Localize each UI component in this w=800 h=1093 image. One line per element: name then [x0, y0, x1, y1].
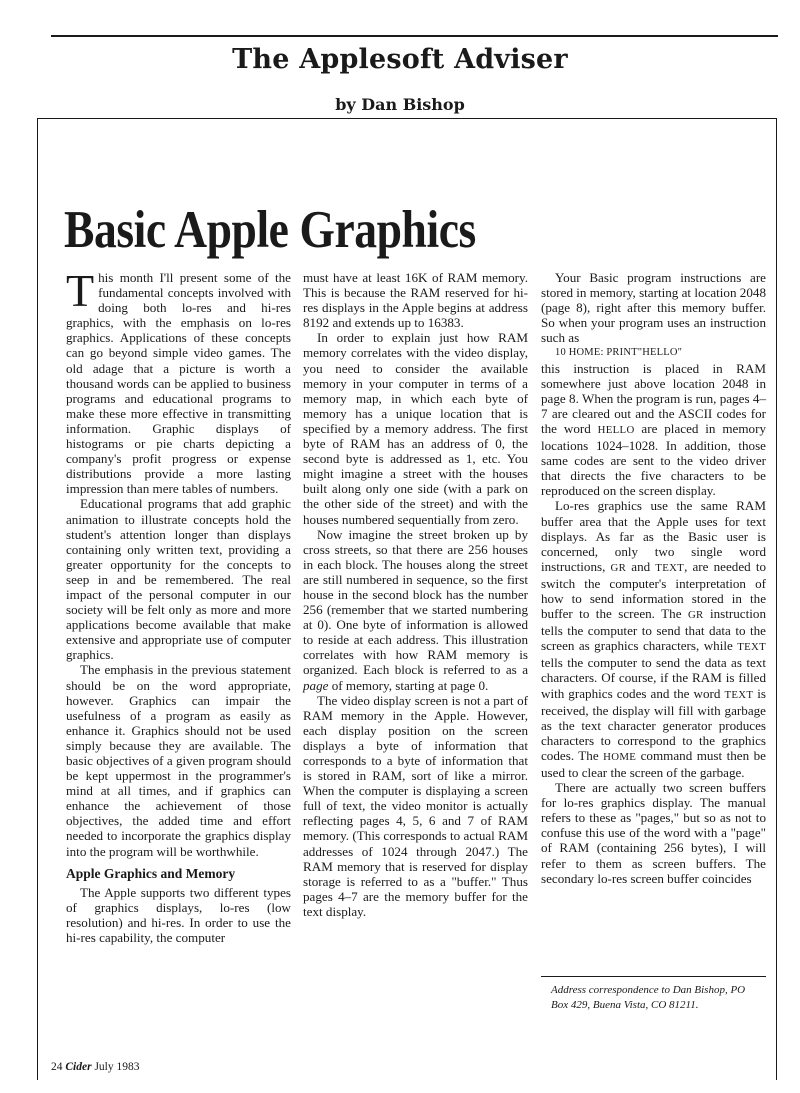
text-run: and [626, 558, 656, 574]
paragraph: Educational programs that add graphic animation to illustrate concepts hold the student's attention longer than displays containing only written text, providing a greater opportunity for the concepts to seep in and be remembered. The real impact of the personal computer in our society will be felt only as more and more applications become available that make extensive and appropriate use of computer graphics. [66, 496, 291, 663]
paragraph: The video display screen is not a part of RAM memory in the Apple. However, each display position on the screen displays a byte of information that corresponds to a byte of information that is stored in RAM, sort of like a mirror. When the computer is displaying a screen full of text, the video monitor is actually reflecting pages 4, 5, 6 and 7 of RAM memory. (This corresponds to actual RAM addresses of 1024 through 2047.) The RAM memory that is reserved for display storage is referred to as a "buffer." Thus pages 4–7 are the memory buffer for the text display. [303, 692, 528, 919]
frame-top-border [37, 118, 777, 119]
paragraph [541, 498, 766, 780]
article-column-3 [541, 270, 766, 886]
text-run: this instruction is placed in RAM somewhere just above location 2048 in page 8. When the program is run, pages 4–7 are cleared out and the ASCII codes for the word [541, 360, 766, 436]
text-run: Now imagine the street broken up by cross streets, so that there are 256 houses in each block. The houses along the street are still numbered in sequence, so the first house in the second block has the number 256 (remember that we started numbering at 0). One byte of information is allowed to reside at each address. This illustration correlates with how RAM memory is organized. Each block is referred to as a [303, 526, 528, 678]
paragraph [66, 265, 291, 497]
keyword-text: GR [610, 561, 627, 574]
correspondence-note: Address correspondence to Dan Bishop, PO Box 429, Buena Vista, CO 81211. [551, 984, 746, 1011]
page-footer [51, 1061, 140, 1073]
code-sample: 10 HOME: PRINT"HELLO" [555, 347, 683, 359]
text-run: is received, the display will fill with garbage as the text character generator produces characters to correspond to the graphics codes. The [541, 685, 766, 763]
note-divider [541, 976, 766, 977]
text-run: tells the computer to send the data as text characters. Of course, if the RAM is filled with graphics codes and the word [541, 655, 766, 701]
article-title: Basic Apple Graphics [64, 201, 476, 259]
paragraph [303, 527, 528, 693]
frame-right-border [776, 118, 777, 1080]
emphasis-text: page [303, 677, 329, 693]
article-column-1 [66, 265, 291, 946]
top-rule [51, 35, 778, 37]
paragraph: must have at least 16K of RAM memory. This is because the RAM reserved for hi-res displays in the Apple begins at address 8192 and extends up to 16383. [303, 270, 528, 331]
column-title: The Applesoft Adviser [232, 44, 568, 75]
paragraph: There are actually two screen buffers for lo-res graphics display. The manual refers to these as "pages," but so as not to confuse this use of the word with a "page" of RAM (containing 256 bytes), I will refer to them as screen buffers. The secondary lo-res screen buffer coincides [541, 780, 766, 886]
frame-left-border [37, 118, 38, 1080]
text-run: command must then be used to clear the screen of the garbage. [541, 747, 766, 780]
text-run: Lo-res graphics use the same RAM buffer area that the Apple uses for text displays. As far as the Basic user is concerned, only two single word instructions, [541, 498, 766, 574]
paragraph-text: his month I'll present some of the fundamental concepts involved with doing both lo-res and hi-res graphics, with the emphasis on lo-res graphics. Applications of these concepts can go beyond simple video games. The old adage that a picture is worth a thousand words can be applied to business programs and educational programs to make these more effective in transmitting information. Graphic displays of histograms or pie charts depicting a company's profit progress or expense distributions provide a more lasting impression than mere tables of numbers. [66, 270, 291, 497]
paragraph: In order to explain just how RAM memory correlates with the video display, you need to consider the available memory in your computer in terms of a memory map, in which each byte of memory has a unique location that is specified by a memory address. The first byte of RAM has an address of 0, the second byte is addressed as 1, etc. You might imagine a street with the houses built along only one side (with a park on the other side of the street) and with the houses numbered sequentially from zero. [303, 330, 528, 527]
page-number: 24 [51, 1061, 63, 1073]
keyword-text: TEXT [737, 641, 766, 654]
byline: by Dan Bishop [335, 95, 465, 114]
article-column-2 [303, 270, 528, 919]
paragraph [541, 361, 766, 499]
text-run: instruction tells the computer to send that data to the screen as graphics characters, while [541, 606, 766, 654]
paragraph: The Apple supports two different types of graphics displays, lo-res (low resolution) and hi-res. In order to use the hi-res capability, the computer [66, 884, 291, 946]
text-run: , are needed to switch the computer's interpretation of how to send information stored in the buffer to the screen. The [541, 558, 767, 622]
text-run: are placed in memory locations 1024–1028. In addition, those same codes are sent to the video driver that directs the five characters to be reproduced on the screen display. [541, 420, 766, 499]
paragraph: The emphasis in the previous statement should be on the word appropriate, however. Graphics can impair the usefulness of a program as easily as enhance it. Graphics should not be used simply because they are available. The basic objectives of a given program should be kept uppermost in the programmer's mind at all times, and if graphics can enhance the achievement of those objectives, the added time and effort needed to incorporate the graphics display into the program will be worthwhile. [66, 662, 291, 859]
magazine-logo: Cider [65, 1061, 92, 1073]
keyword-text: HOME [603, 750, 637, 763]
keyword-text: TEXT [724, 688, 754, 701]
drop-cap: T [66, 265, 95, 316]
keyword-text: HELLO [597, 423, 635, 436]
issue-date: July 1983 [94, 1061, 140, 1073]
keyword-text: GR [687, 609, 704, 622]
keyword-text: TEXT [655, 561, 685, 574]
section-subhead: Apple Graphics and Memory [66, 865, 236, 881]
paragraph: Your Basic program instructions are stored in memory, starting at location 2048 (page 8), right after this memory buffer. So when your program uses an instruction such as [541, 270, 766, 346]
text-run: of memory, starting at page 0. [328, 677, 489, 693]
